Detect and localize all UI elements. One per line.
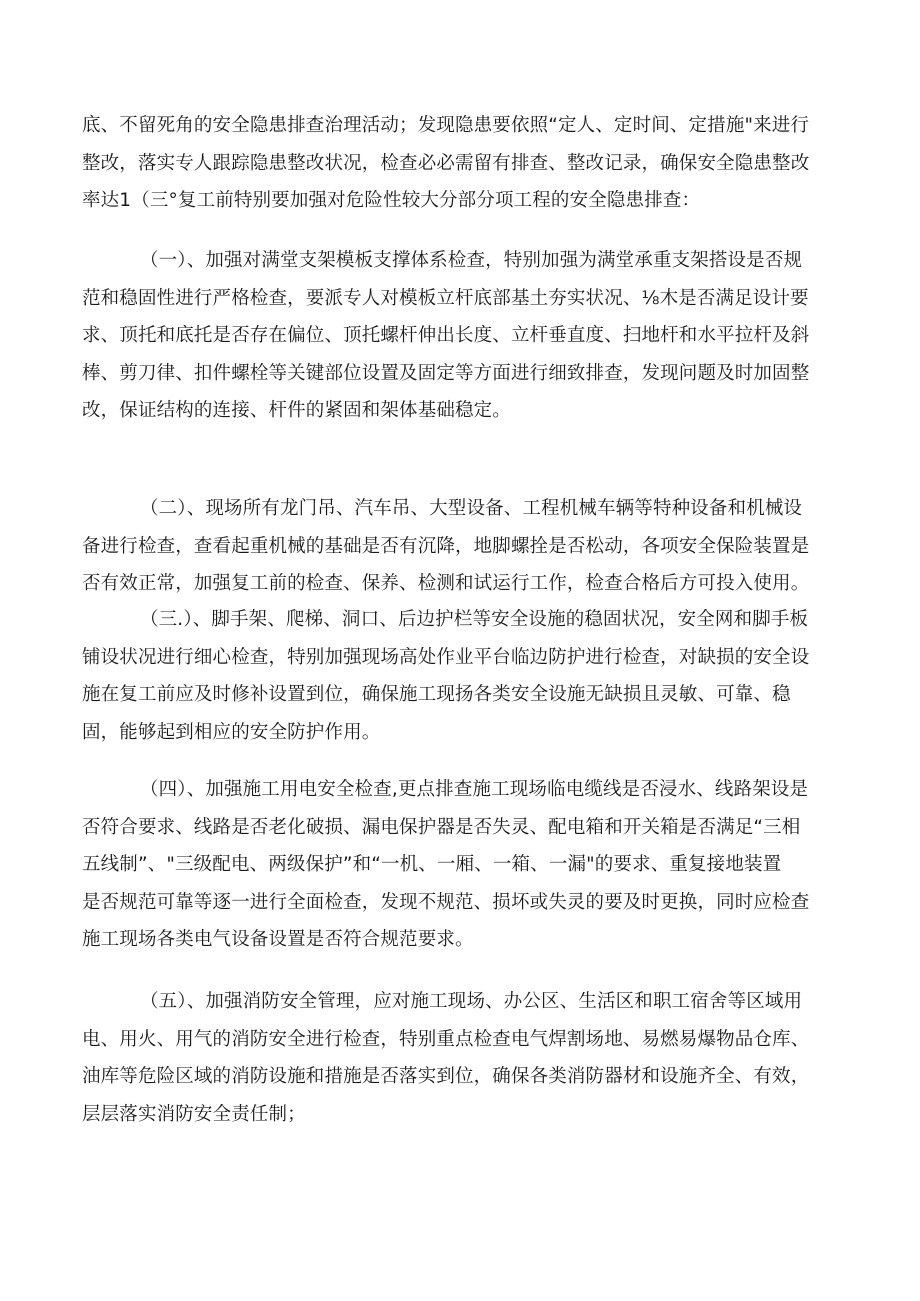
text-line: 五线制”、"三级配电、两级保护”和“一机、一厢、一箱、一漏"的要求、重复接地装置 <box>82 854 782 876</box>
text-line: 改，保证结构的连接、杆件的紧固和架体基础稳定。 <box>82 400 511 422</box>
text-line: 是否规范可靠等逐一进行全面检查，发现不规范、损坏或失灵的要及时更换，同时应检查 <box>82 891 810 913</box>
text-line: 底、不留死角的安全隐患排查治理活动；发现隐患要依照“定人、定时间、定措施"来进行 <box>82 115 810 136</box>
text-line: 电、用火、用气的消防安全进行检查，特别重点检查电气焊割场地、易燃易爆物品仓库、 <box>82 1028 810 1050</box>
text-line: 率达1（三°复工前特别要加强对危险性较大分部分项工程的安全隐患排查： <box>82 190 701 212</box>
text-line: （一）、加强对满堂支架模板支撑体系检查，特别加强为满堂承重支架搭设是否规 <box>140 250 803 271</box>
text-line: 施在复工前应及时修补设置到位，确保施工现扬各类安全设施无缺损且灵敏、可靠、稳 <box>82 684 791 706</box>
paragraph-item-3 <box>82 601 822 751</box>
text-line: （三.）、脚手架、爬梯、洞口、后边护栏等安全设施的稳固状况，安全网和脚手板 <box>140 609 809 630</box>
paragraph-continuation <box>82 107 822 220</box>
text-line: 备进行检查，查看起重机械的基础是否有沉降，地脚螺拴是否松动，各项安全保险装置是 <box>82 535 810 557</box>
text-line: 施工现场各类电气设备设置是否符合规范要求。 <box>82 929 474 951</box>
text-line: 油库等危险区域的消防设施和措施是否落实到位，确保各类消防器材和设施齐全、有效， <box>82 1066 810 1088</box>
text-line: 范和稳固性进行严格检查，要派专人对模板立杆底部基土夯实状况、⅛木是否满足设计要 <box>82 287 809 309</box>
text-line: 否符合要求、线路是否老化破损、漏电保护器是否失灵、配电箱和开关箱是否满足“三相 <box>82 816 801 838</box>
text-line: 棒、剪刀律、扣件螺栓等关键部位设置及固定等方面进行细致排查，发现问题及时加固整 <box>82 362 810 384</box>
text-line: （四）、加强施工用电安全检查,更点排查施工现场临电缆线是否浸水、线路架设是 <box>140 779 809 800</box>
paragraph-item-5 <box>82 983 822 1133</box>
paragraph-item-1 <box>82 242 822 430</box>
text-line: 固，能够起到相应的安全防护作用。 <box>82 721 381 743</box>
text-line: （五）、加强消防安全管理，应对施工现场、办公区、生活区和职工宿舍等区域用 <box>140 991 803 1012</box>
text-line: 铺设状况进行细心检查，特别加强现场高处作业平台临边防护进行检查，对缺损的安全设 <box>82 646 810 668</box>
text-line: 层层落实消防安全责任制； <box>82 1103 306 1125</box>
paragraph-item-4 <box>82 771 822 959</box>
text-line: 整改，落实专人跟踪隐患整改状况，检查必必需留有排查、整改记录，确保安全隐患整改 <box>82 152 810 174</box>
text-line: 求、顶托和底托是否存在偏位、顶托螺杆伸出长度、立杆垂直度、扫地杆和水平拉杆及斜 <box>82 325 810 347</box>
text-line: 否有效正常，加强复工前的检查、保养、检测和试运行工作，检查合格后方可投入使用。 <box>82 573 810 595</box>
paragraph-item-2 <box>82 490 822 603</box>
text-line: （二）、现场所有龙门吊、汽车吊、大型设备、工程机械车辆等特种设备和机械设 <box>140 498 803 519</box>
